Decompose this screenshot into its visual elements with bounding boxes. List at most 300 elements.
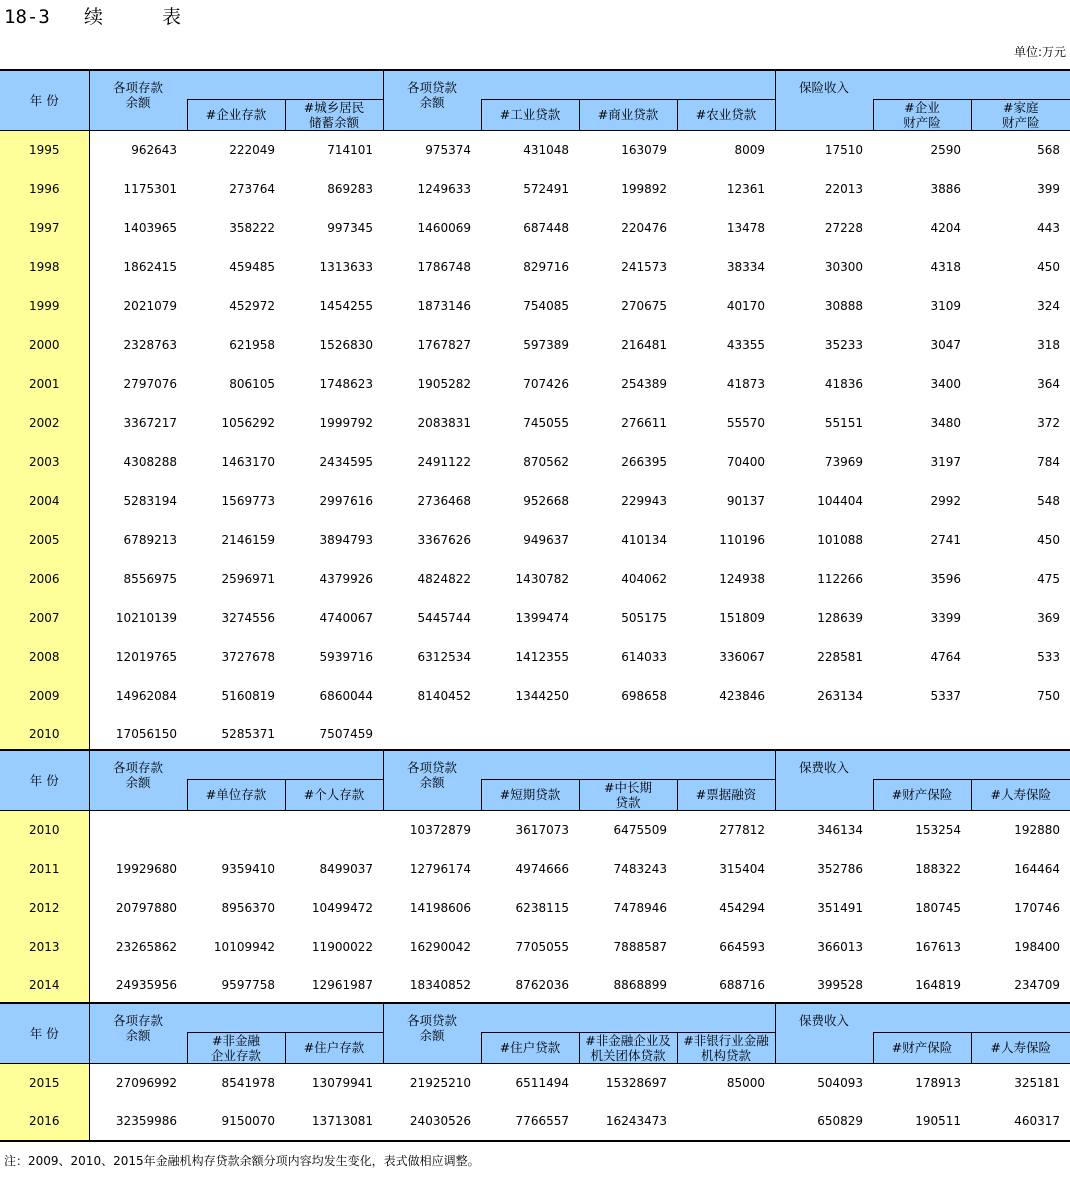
header-label-line: #人寿保险 bbox=[990, 787, 1052, 802]
cell-insurance-sub1: 3109 bbox=[930, 298, 962, 313]
cell-loan-sub2: 270675 bbox=[621, 298, 667, 313]
cell-deposit-total: 6789213 bbox=[123, 532, 177, 547]
cell-insurance-total: 17510 bbox=[824, 142, 864, 157]
cell-loan-total: 1873146 bbox=[417, 298, 471, 313]
cell-insurance-sub2: 548 bbox=[1037, 493, 1061, 508]
header-deposit-sub1 bbox=[187, 99, 285, 130]
cell-insurance-total: 73969 bbox=[824, 454, 864, 469]
cell-insurance-sub2: 399 bbox=[1037, 181, 1061, 196]
header-label-line: 余额 bbox=[419, 775, 445, 790]
header-deposit-total bbox=[89, 70, 187, 130]
header-label-line: #非金融企业及 bbox=[585, 1032, 671, 1048]
year-cell: 2012 bbox=[0, 888, 89, 927]
cell-insurance-sub2: 324 bbox=[1037, 298, 1061, 313]
year-cell: 2006 bbox=[0, 559, 89, 598]
cell-deposit-sub1: 1463170 bbox=[221, 454, 275, 469]
cell-loan-sub3: 688716 bbox=[719, 978, 766, 992]
year-cell: 1995 bbox=[0, 130, 89, 169]
cell-insurance-total: 27228 bbox=[824, 220, 864, 235]
cell-deposit-total: 2328763 bbox=[123, 337, 177, 352]
header-year: 年 份 bbox=[0, 1003, 89, 1063]
cell-loan-sub1: 707426 bbox=[523, 376, 569, 391]
header-label-line: 余额 bbox=[419, 95, 445, 110]
header-deposit-sub1 bbox=[187, 1032, 285, 1063]
cell-insurance-total: 504093 bbox=[817, 1075, 864, 1090]
cell-insurance-sub1: 2590 bbox=[930, 142, 962, 157]
title-table: 表 bbox=[162, 6, 182, 28]
cell-deposit-sub2: 7507459 bbox=[319, 727, 373, 741]
cell-deposit-sub1: 2146159 bbox=[221, 532, 275, 547]
cell-loan-sub1: 829716 bbox=[523, 259, 569, 274]
cell-deposit-sub1: 9150070 bbox=[221, 1114, 275, 1128]
year-cell: 2015 bbox=[0, 1063, 89, 1102]
cell-insurance-sub1: 180745 bbox=[915, 900, 962, 915]
cell-loan-sub2: 276611 bbox=[621, 415, 667, 430]
cell-loan-sub3: 12361 bbox=[726, 181, 766, 196]
header-year: 年 份 bbox=[0, 750, 89, 810]
header-label-line: 企业存款 bbox=[210, 1047, 261, 1063]
cell-deposit-total: 2021079 bbox=[123, 298, 177, 313]
cell-loan-sub2: 698658 bbox=[621, 688, 667, 703]
cell-deposit-total: 2797076 bbox=[123, 376, 177, 391]
data-table-section-2 bbox=[0, 749, 1070, 1006]
cell-insurance-sub2: 318 bbox=[1037, 337, 1061, 352]
table-row bbox=[0, 810, 1070, 849]
cell-deposit-sub2: 8499037 bbox=[319, 861, 373, 876]
table-row bbox=[0, 403, 1070, 442]
header-deposit-sub2 bbox=[285, 99, 383, 130]
cell-loan-sub1: 1430782 bbox=[515, 571, 569, 586]
cell-deposit-sub1: 273764 bbox=[229, 181, 275, 196]
cell-loan-total: 18340852 bbox=[409, 978, 471, 992]
cell-loan-sub1: 949637 bbox=[523, 532, 569, 547]
cell-insurance-sub2: 784 bbox=[1037, 454, 1061, 469]
header-insurance-sub2 bbox=[971, 1032, 1070, 1063]
cell-loan-sub2: 8868899 bbox=[613, 978, 667, 992]
table-row bbox=[0, 927, 1070, 966]
header-label-line: 各项存款 bbox=[112, 1013, 163, 1028]
header-insurance-sub1 bbox=[873, 779, 971, 810]
cell-insurance-sub2: 164464 bbox=[1014, 861, 1061, 876]
cell-loan-sub2: 16243473 bbox=[605, 1114, 667, 1128]
cell-deposit-sub1: 3727678 bbox=[221, 649, 275, 664]
cell-loan-sub3: 43355 bbox=[726, 337, 766, 352]
cell-deposit-total: 24935956 bbox=[115, 978, 177, 992]
header-label-line: 财产险 bbox=[903, 114, 941, 130]
cell-loan-sub3: 110196 bbox=[719, 532, 766, 547]
cell-deposit-total: 14962084 bbox=[115, 688, 177, 703]
header-insurance-sub2 bbox=[971, 779, 1070, 810]
header-year: 年 份 bbox=[0, 70, 89, 130]
cell-insurance-sub1: 3400 bbox=[930, 376, 962, 391]
cell-insurance-sub1: 4318 bbox=[930, 259, 962, 274]
cell-deposit-total: 10210139 bbox=[115, 610, 177, 625]
header-label-line: 机构贷款 bbox=[701, 1047, 752, 1063]
cell-insurance-sub2: 192880 bbox=[1014, 822, 1061, 837]
table-row bbox=[0, 849, 1070, 888]
header-label-line: 保费收入 bbox=[799, 760, 850, 775]
cell-deposit-sub2: 869283 bbox=[327, 181, 373, 196]
cell-insurance-sub1: 3399 bbox=[930, 610, 962, 625]
cell-loan-total: 8140452 bbox=[417, 688, 471, 703]
cell-insurance-sub2: 364 bbox=[1037, 376, 1061, 391]
cell-insurance-sub1: 4764 bbox=[930, 649, 962, 664]
header-label-line: #农业贷款 bbox=[695, 107, 757, 122]
table-row bbox=[0, 559, 1070, 598]
header-label-line: 储蓄余额 bbox=[308, 114, 359, 130]
year-cell: 2009 bbox=[0, 676, 89, 715]
header-label-line: #住户存款 bbox=[303, 1040, 365, 1055]
header-label-line: #家庭 bbox=[1003, 99, 1039, 115]
cell-loan-sub2: 199892 bbox=[621, 181, 667, 196]
cell-deposit-sub2: 4740067 bbox=[319, 610, 373, 625]
header-label-line: #住户贷款 bbox=[499, 1040, 561, 1055]
cell-insurance-total: 228581 bbox=[817, 649, 864, 664]
cell-deposit-sub1: 8956370 bbox=[221, 900, 275, 915]
cell-loan-sub3: 124938 bbox=[719, 571, 766, 586]
cell-deposit-sub1: 9359410 bbox=[221, 861, 275, 876]
cell-insurance-total: 35233 bbox=[824, 337, 864, 352]
header-insurance-total bbox=[775, 750, 873, 810]
table-row bbox=[0, 364, 1070, 403]
year-cell: 2010 bbox=[0, 715, 89, 754]
header-loan-sub3 bbox=[677, 99, 775, 130]
cell-loan-total: 1767827 bbox=[417, 337, 471, 352]
table-row bbox=[0, 247, 1070, 286]
header-deposit-sub1 bbox=[187, 779, 285, 810]
header-label-line: 保费收入 bbox=[799, 1013, 850, 1028]
cell-deposit-sub1: 10109942 bbox=[213, 939, 275, 954]
cell-deposit-total: 4308288 bbox=[123, 454, 177, 469]
cell-insurance-sub2: 450 bbox=[1037, 259, 1061, 274]
cell-deposit-sub1: 1569773 bbox=[221, 493, 275, 508]
header-label-line: #非金融 bbox=[212, 1032, 260, 1048]
cell-deposit-total: 23265862 bbox=[115, 939, 177, 954]
cell-deposit-sub2: 1748623 bbox=[319, 376, 373, 391]
cell-loan-sub3: 664593 bbox=[719, 939, 766, 954]
header-insurance-sub1 bbox=[873, 1032, 971, 1063]
cell-deposit-total: 32359986 bbox=[115, 1114, 177, 1128]
year-cell: 2014 bbox=[0, 966, 89, 1005]
header-label-line: 各项贷款 bbox=[406, 760, 457, 775]
header-loan-total bbox=[383, 750, 481, 810]
year-cell: 2005 bbox=[0, 520, 89, 559]
cell-loan-sub1: 745055 bbox=[523, 415, 569, 430]
cell-loan-sub1: 870562 bbox=[523, 454, 569, 469]
cell-deposit-sub1: 5285371 bbox=[221, 727, 275, 741]
cell-insurance-sub1: 3197 bbox=[930, 454, 962, 469]
cell-loan-total: 2736468 bbox=[417, 493, 471, 508]
table-row bbox=[0, 325, 1070, 364]
cell-insurance-sub1: 3480 bbox=[930, 415, 962, 430]
cell-insurance-sub2: 170746 bbox=[1014, 900, 1061, 915]
header-deposit-sub2 bbox=[285, 779, 383, 810]
header-deposit-total bbox=[89, 750, 187, 810]
cell-loan-sub1: 754085 bbox=[523, 298, 569, 313]
cell-loan-sub2: 163079 bbox=[621, 142, 667, 157]
cell-insurance-sub1: 178913 bbox=[915, 1075, 962, 1090]
cell-loan-sub3: 151809 bbox=[719, 610, 766, 625]
cell-loan-total: 1905282 bbox=[417, 376, 471, 391]
cell-deposit-sub2: 714101 bbox=[327, 142, 373, 157]
cell-insurance-sub2: 568 bbox=[1037, 142, 1061, 157]
footnote: 注：2009、2010、2015年金融机构存贷款余额分项内容均发生变化，表式做相应调整。 bbox=[4, 1154, 480, 1168]
header-spacer bbox=[873, 70, 1070, 99]
table-row bbox=[0, 130, 1070, 169]
cell-loan-sub1: 4974666 bbox=[515, 861, 569, 876]
cell-deposit-sub1: 1056292 bbox=[221, 415, 275, 430]
cell-loan-sub1: 572491 bbox=[523, 181, 569, 196]
cell-loan-sub2: 505175 bbox=[621, 610, 667, 625]
header-label-line: 财产险 bbox=[1002, 114, 1040, 130]
cell-insurance-total: 351491 bbox=[817, 900, 864, 915]
header-loan-sub1 bbox=[481, 779, 579, 810]
cell-deposit-sub2: 13079941 bbox=[311, 1075, 373, 1090]
header-label-line: 余额 bbox=[125, 775, 151, 790]
cell-deposit-total: 12019765 bbox=[115, 649, 177, 664]
table-row bbox=[0, 286, 1070, 325]
cell-loan-total: 975374 bbox=[425, 142, 471, 157]
cell-insurance-sub2: 443 bbox=[1037, 220, 1061, 235]
cell-deposit-total: 17056150 bbox=[115, 727, 177, 741]
cell-insurance-sub1: 3886 bbox=[930, 181, 962, 196]
year-cell: 2001 bbox=[0, 364, 89, 403]
cell-loan-sub1: 687448 bbox=[523, 220, 569, 235]
table-row bbox=[0, 1063, 1070, 1102]
cell-loan-sub1: 597389 bbox=[523, 337, 569, 352]
cell-deposit-sub2: 1526830 bbox=[319, 337, 373, 352]
title-continued: 续 bbox=[84, 6, 104, 28]
cell-loan-sub3: 315404 bbox=[719, 861, 766, 876]
header-label-line: #票据融资 bbox=[695, 787, 757, 802]
cell-insurance-sub1: 2741 bbox=[930, 532, 962, 547]
cell-insurance-total: 41836 bbox=[824, 376, 864, 391]
cell-insurance-sub2: 372 bbox=[1037, 415, 1061, 430]
header-loan-sub2 bbox=[579, 779, 677, 810]
cell-insurance-total: 366013 bbox=[817, 939, 864, 954]
header-label-line: 各项贷款 bbox=[406, 80, 457, 95]
cell-deposit-sub1: 806105 bbox=[229, 376, 275, 391]
cell-loan-total: 4824822 bbox=[417, 571, 471, 586]
cell-loan-sub1: 952668 bbox=[523, 493, 569, 508]
cell-loan-sub3: 70400 bbox=[726, 454, 766, 469]
cell-insurance-sub1: 3047 bbox=[930, 337, 962, 352]
cell-insurance-sub1: 153254 bbox=[915, 822, 962, 837]
header-label-line: #非银行业金融 bbox=[683, 1032, 769, 1048]
header-label-line: #单位存款 bbox=[205, 787, 267, 802]
cell-insurance-sub1: 3596 bbox=[930, 571, 962, 586]
header-label-line: #中长期 bbox=[604, 779, 652, 795]
cell-deposit-sub1: 5160819 bbox=[221, 688, 275, 703]
cell-loan-sub2: 7478946 bbox=[613, 900, 667, 915]
header-spacer bbox=[187, 1003, 383, 1032]
cell-loan-sub3: 277812 bbox=[719, 822, 766, 837]
year-cell: 2013 bbox=[0, 927, 89, 966]
table-row bbox=[0, 637, 1070, 676]
header-deposit-total bbox=[89, 1003, 187, 1063]
cell-insurance-sub2: 533 bbox=[1037, 649, 1061, 664]
header-row bbox=[0, 750, 1070, 779]
table-row bbox=[0, 169, 1070, 208]
header-spacer bbox=[481, 70, 775, 99]
header-row bbox=[0, 70, 1070, 99]
cell-loan-total: 5445744 bbox=[417, 610, 471, 625]
header-loan-sub3 bbox=[677, 779, 775, 810]
cell-deposit-sub2: 2997616 bbox=[319, 493, 373, 508]
cell-deposit-total: 1403965 bbox=[123, 220, 177, 235]
cell-insurance-total: 101088 bbox=[817, 532, 864, 547]
cell-loan-sub3: 40170 bbox=[726, 298, 766, 313]
table-row bbox=[0, 481, 1070, 520]
cell-insurance-total: 399528 bbox=[817, 978, 864, 992]
header-row bbox=[0, 1003, 1070, 1032]
cell-deposit-sub2: 997345 bbox=[327, 220, 373, 235]
cell-loan-sub3: 423846 bbox=[719, 688, 766, 703]
header-label-line: 余额 bbox=[419, 1028, 445, 1043]
cell-insurance-total: 30300 bbox=[824, 259, 864, 274]
cell-deposit-sub1: 621958 bbox=[229, 337, 275, 352]
cell-deposit-total: 1175301 bbox=[123, 181, 177, 196]
year-cell: 2007 bbox=[0, 598, 89, 637]
cell-loan-sub2: 254389 bbox=[621, 376, 667, 391]
cell-insurance-sub1: 164819 bbox=[915, 978, 962, 992]
cell-loan-sub3 bbox=[677, 1102, 775, 1141]
cell-loan-sub2: 216481 bbox=[621, 337, 667, 352]
cell-deposit-total: 8556975 bbox=[123, 571, 177, 586]
header-spacer bbox=[481, 1003, 775, 1032]
cell-loan-sub3: 85000 bbox=[726, 1075, 766, 1090]
cell-deposit-total: 5283194 bbox=[123, 493, 177, 508]
cell-insurance-sub1: 167613 bbox=[915, 939, 962, 954]
header-insurance-total bbox=[775, 1003, 873, 1063]
table-number: 18-3 bbox=[4, 6, 50, 28]
cell-insurance-total: 104404 bbox=[817, 493, 864, 508]
header-spacer bbox=[187, 70, 383, 99]
cell-loan-sub3: 90137 bbox=[726, 493, 766, 508]
data-table-section-3 bbox=[0, 1002, 1070, 1142]
cell-deposit-sub2: 1313633 bbox=[319, 259, 373, 274]
year-cell: 2010 bbox=[0, 810, 89, 849]
cell-loan-total: 2083831 bbox=[417, 415, 471, 430]
header-deposit-sub2 bbox=[285, 1032, 383, 1063]
header-label-line: #财产保险 bbox=[891, 1040, 953, 1055]
cell-loan-total: 2491122 bbox=[417, 454, 471, 469]
header-spacer bbox=[873, 750, 1070, 779]
cell-loan-sub2: 404062 bbox=[621, 571, 667, 586]
cell-deposit-sub1: 222049 bbox=[229, 142, 275, 157]
cell-loan-sub3: 454294 bbox=[719, 900, 766, 915]
cell-deposit-sub1: 8541978 bbox=[221, 1075, 275, 1090]
cell-deposit-sub2 bbox=[285, 810, 383, 849]
cell-loan-total: 24030526 bbox=[409, 1114, 471, 1128]
cell-deposit-total: 27096992 bbox=[115, 1075, 177, 1090]
cell-loan-total: 10372879 bbox=[409, 822, 471, 837]
header-spacer bbox=[481, 750, 775, 779]
year-cell: 2016 bbox=[0, 1102, 89, 1141]
header-loan-sub2 bbox=[579, 99, 677, 130]
cell-loan-sub1: 1412355 bbox=[515, 649, 569, 664]
cell-deposit-total bbox=[89, 810, 187, 849]
header-loan-sub1 bbox=[481, 1032, 579, 1063]
cell-deposit-sub2: 10499472 bbox=[311, 900, 373, 915]
cell-insurance-total: 22013 bbox=[824, 181, 864, 196]
header-label-line: #个人存款 bbox=[303, 787, 365, 802]
cell-loan-total: 6312534 bbox=[417, 649, 471, 664]
header-loan-sub3 bbox=[677, 1032, 775, 1063]
cell-insurance-total: 30888 bbox=[824, 298, 864, 313]
header-label-line: #人寿保险 bbox=[990, 1040, 1052, 1055]
header-insurance-total bbox=[775, 70, 873, 130]
cell-insurance-total: 128639 bbox=[817, 610, 864, 625]
cell-insurance-sub1: 5337 bbox=[930, 688, 962, 703]
cell-insurance-sub2: 325181 bbox=[1014, 1075, 1061, 1090]
header-label-line: #商业贷款 bbox=[597, 107, 659, 122]
cell-loan-sub2: 7483243 bbox=[613, 861, 667, 876]
cell-loan-total: 12796174 bbox=[409, 861, 471, 876]
cell-deposit-sub2: 13713081 bbox=[311, 1114, 373, 1128]
year-cell: 1996 bbox=[0, 169, 89, 208]
cell-loan-sub1: 8762036 bbox=[515, 978, 569, 992]
cell-loan-sub2: 6475509 bbox=[613, 822, 667, 837]
cell-deposit-sub2: 6860044 bbox=[319, 688, 373, 703]
cell-loan-sub1: 1344250 bbox=[515, 688, 569, 703]
unit-label: 单位:万元 bbox=[1013, 45, 1066, 59]
table-row bbox=[0, 888, 1070, 927]
header-label-line: #工业贷款 bbox=[499, 107, 561, 122]
header-spacer bbox=[187, 750, 383, 779]
cell-deposit-sub2: 12961987 bbox=[311, 978, 373, 992]
header-label-line: 贷款 bbox=[615, 794, 641, 810]
cell-loan-total: 16290042 bbox=[409, 939, 471, 954]
cell-deposit-sub1: 358222 bbox=[229, 220, 275, 235]
header-loan-total bbox=[383, 70, 481, 130]
cell-loan-sub1: 7705055 bbox=[515, 939, 569, 954]
header-loan-total bbox=[383, 1003, 481, 1063]
cell-deposit-sub2: 3894793 bbox=[319, 532, 373, 547]
header-label-line: #财产保险 bbox=[891, 787, 953, 802]
cell-deposit-sub2: 1999792 bbox=[319, 415, 373, 430]
cell-insurance-sub1: 188322 bbox=[915, 861, 962, 876]
cell-insurance-total: 352786 bbox=[817, 861, 864, 876]
header-label-line: #企业存款 bbox=[205, 107, 267, 122]
header-label-line: 余额 bbox=[125, 95, 151, 110]
cell-deposit-sub1: 459485 bbox=[229, 259, 275, 274]
cell-deposit-sub2: 4379926 bbox=[319, 571, 373, 586]
table-row bbox=[0, 966, 1070, 1005]
header-loan-sub2 bbox=[579, 1032, 677, 1063]
year-cell: 2004 bbox=[0, 481, 89, 520]
cell-insurance-sub2: 460317 bbox=[1014, 1114, 1061, 1128]
cell-loan-total: 14198606 bbox=[409, 900, 471, 915]
cell-insurance-sub2: 234709 bbox=[1014, 978, 1061, 992]
cell-insurance-sub1: 4204 bbox=[930, 220, 962, 235]
cell-deposit-sub1: 9597758 bbox=[221, 978, 275, 992]
cell-loan-sub2: 614033 bbox=[621, 649, 667, 664]
cell-loan-sub2: 15328697 bbox=[605, 1075, 667, 1090]
cell-loan-sub1: 6511494 bbox=[515, 1075, 569, 1090]
cell-insurance-total: 55151 bbox=[824, 415, 864, 430]
cell-deposit-total: 962643 bbox=[131, 142, 177, 157]
cell-loan-sub3: 41873 bbox=[726, 376, 766, 391]
table-row bbox=[0, 442, 1070, 481]
header-label-line: 各项贷款 bbox=[406, 1013, 457, 1028]
header-label-line: #企业 bbox=[904, 99, 940, 115]
cell-loan-sub1: 7766557 bbox=[515, 1114, 569, 1128]
cell-loan-sub2: 220476 bbox=[621, 220, 667, 235]
cell-insurance-sub1: 2992 bbox=[930, 493, 962, 508]
table-row bbox=[0, 208, 1070, 247]
table-row bbox=[0, 676, 1070, 715]
